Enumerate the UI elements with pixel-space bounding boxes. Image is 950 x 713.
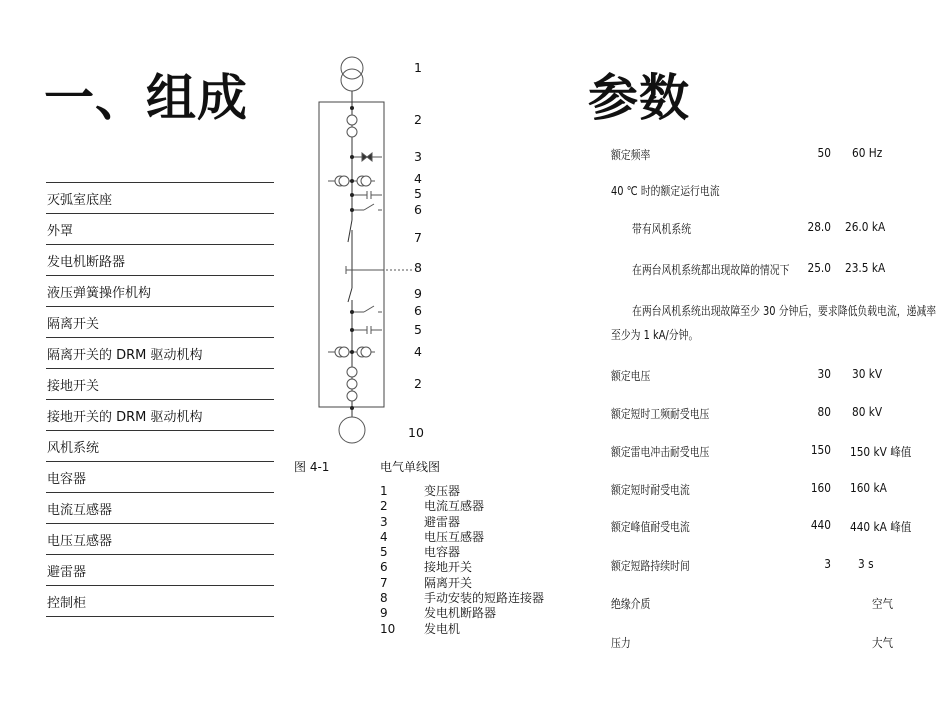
param-value: 80 — [817, 405, 831, 419]
legend-item: 1 变压器 — [380, 484, 461, 498]
param-value: 28.0 — [807, 220, 831, 234]
diagram-label: 10 — [408, 425, 424, 440]
param-value: 3 — [824, 557, 831, 571]
param-value: 30 kV — [852, 367, 883, 381]
param-value: 26.0 kA — [845, 220, 886, 234]
transformer-symbol — [341, 57, 363, 79]
list-item: 避雷器 — [46, 555, 274, 586]
legend — [380, 484, 544, 637]
legend-item: 9 发电机断路器 — [380, 606, 497, 621]
param-label: 额定频率 — [611, 148, 651, 162]
param-value: 60 Hz — [852, 146, 883, 160]
diagram-label: 6 — [414, 202, 422, 217]
param-value: 50 — [817, 146, 831, 160]
param-note: 在两台风机系统出现故障至少 30 分钟后，要求降低负载电流，递减率 — [632, 304, 937, 318]
figure-caption: 电气单线图 — [380, 460, 441, 474]
component-list — [46, 182, 274, 617]
param-label: 绝缘介质 — [611, 597, 651, 611]
generator-symbol — [339, 417, 365, 443]
param-label: 额定短时耐受电流 — [611, 483, 690, 497]
diagram-label: 2 — [414, 376, 422, 391]
param-value: 160 kA — [850, 481, 887, 495]
page-title-parameters: 参数 — [588, 69, 690, 127]
legend-item: 7 隔离开关 — [380, 575, 473, 590]
param-value: 3 s — [858, 557, 874, 571]
diagram-label: 8 — [414, 260, 422, 275]
surge-arrester-symbol — [362, 153, 372, 161]
list-item: 风机系统 — [46, 431, 274, 462]
param-value: 80 kV — [852, 405, 883, 419]
param-value: 440 kA 峰值 — [850, 520, 912, 534]
list-item: 电压互感器 — [46, 524, 274, 555]
diagram-label: 4 — [414, 171, 422, 186]
param-note: 至少为 1 kA/分钟。 — [611, 328, 699, 342]
legend-item: 4 电压互感器 — [380, 529, 485, 544]
param-label: 压力 — [611, 636, 631, 650]
param-label: 额定雷电冲击耐受电压 — [611, 445, 710, 459]
list-item: 电容器 — [46, 462, 274, 493]
diagram-label: 1 — [414, 60, 422, 75]
legend-item: 3 避雷器 — [380, 514, 461, 529]
param-value: 440 — [810, 518, 831, 532]
list-item: 隔离开关的 DRM 驱动机构 — [46, 338, 274, 369]
param-label: 额定电压 — [611, 369, 651, 383]
param-value: 150 kV 峰值 — [850, 445, 912, 459]
diagram-label: 6 — [414, 303, 422, 318]
list-item: 接地开关的 DRM 驱动机构 — [46, 400, 274, 431]
legend-item: 10 发电机 — [380, 621, 461, 636]
param-label: 额定短时工频耐受电压 — [611, 407, 710, 421]
param-label: 在两台风机系统都出现故障的情况下 — [632, 263, 790, 277]
param-label: 额定峰值耐受电流 — [611, 520, 690, 534]
legend-item: 2 电流互感器 — [380, 499, 485, 514]
param-label: 额定短路持续时间 — [611, 559, 690, 573]
list-item: 液压弹簧操作机构 — [46, 276, 274, 307]
page-title-composition: 一、组成 — [44, 69, 248, 127]
param-label: 40 ℃ 时的额定运行电流 — [611, 184, 720, 198]
list-item: 外罩 — [46, 214, 274, 245]
current-transformer-symbol — [347, 115, 357, 125]
param-value: 150 — [810, 443, 831, 457]
diagram-label: 4 — [414, 344, 422, 359]
figure-number: 图 4-1 — [294, 460, 330, 474]
param-value: 160 — [810, 481, 831, 495]
list-item: 隔离开关 — [46, 307, 274, 338]
diagram-label: 2 — [414, 112, 422, 127]
list-item: 控制柜 — [46, 586, 274, 617]
diagram-label: 5 — [414, 322, 422, 337]
legend-item: 5 电容器 — [380, 545, 461, 560]
param-value: 空气 — [872, 597, 894, 611]
param-value: 23.5 kA — [845, 261, 886, 275]
diagram-label: 9 — [414, 286, 422, 301]
legend-item: 6 接地开关 — [380, 560, 473, 575]
diagram-label: 7 — [414, 230, 422, 245]
param-value: 30 — [817, 367, 831, 381]
list-item: 发电机断路器 — [46, 245, 274, 276]
list-item: 接地开关 — [46, 369, 274, 400]
legend-item: 8 手动安装的短路连接器 — [380, 591, 545, 606]
diagram-label: 5 — [414, 186, 422, 201]
param-value: 大气 — [872, 636, 894, 650]
diagram-label: 3 — [414, 149, 422, 164]
param-label: 带有风机系统 — [632, 222, 692, 236]
list-item: 灭弧室底座 — [46, 183, 274, 214]
list-item: 电流互感器 — [46, 493, 274, 524]
param-value: 25.0 — [807, 261, 831, 275]
